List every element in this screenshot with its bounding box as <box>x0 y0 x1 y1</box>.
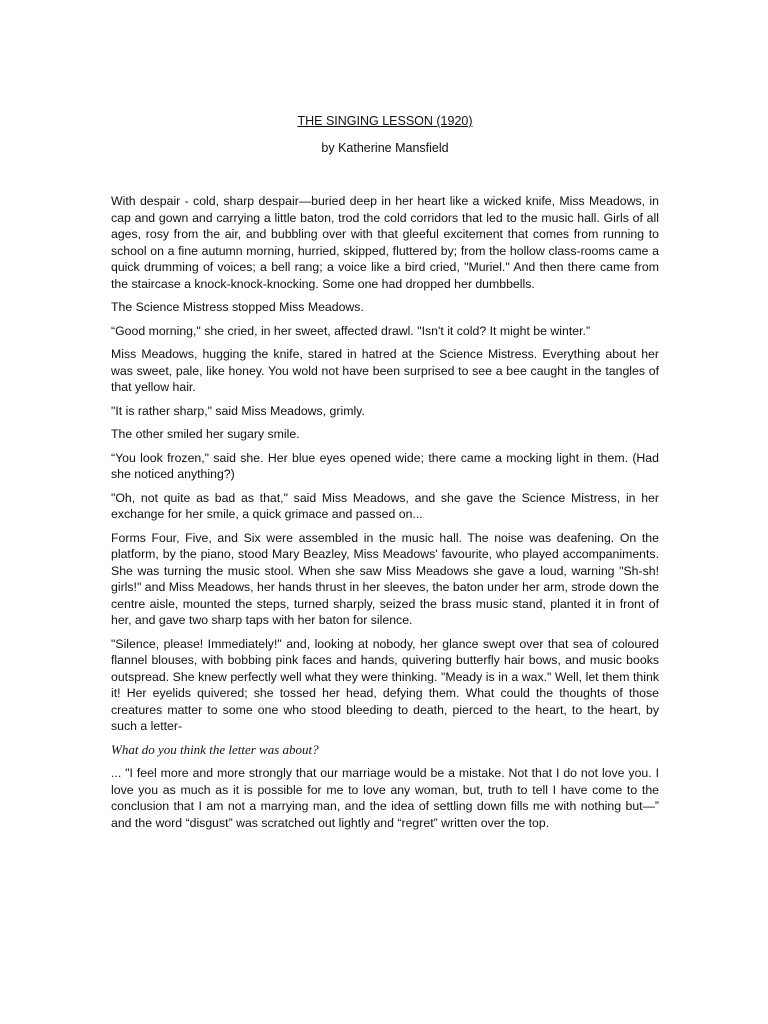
paragraph: Forms Four, Five, and Six were assembled in the music hall. The noise was deafening. On the platform, by the piano, stood Mary Beazley, Miss Meadows' favourite, who played accompaniments. She was turning the music stool. When she saw Miss Meadows she gave a loud, warning "Sh-sh! girls!" and Miss Meadows, her hands thrust in her sleeves, the baton under her arm, strode down the centre aisle, mounted the steps, turned sharply, seized the brass music stand, planted it in front of her, and gave two sharp taps with her baton for silence. <box>111 530 659 627</box>
discussion-question: What do you think the letter was about? <box>111 741 319 757</box>
paragraph: "Silence, please! Immediately!" and, looking at nobody, her glance swept over that sea of coloured flannel blouses, with bobbing pink faces and hands, quivering butterfly hair bows, and music books outspread. She knew perfectly well what they were thinking. "Meady is in a wax." Well, let them think it! Her eyelids quivered; she tossed her head, defying them. What could the thoughts of those creatures matter to some one who stood bleeding to death, pierced to the heart, to the heart, by such a letter- <box>111 636 659 733</box>
paragraph: "Oh, not quite as bad as that," said Miss Meadows, and she gave the Science Mistress, in her exchange for her smile, a quick grimace and passed on... <box>111 490 659 521</box>
paragraph: “You look frozen," said she. Her blue eyes opened wide; there came a mocking light in them. (Had she noticed anything?) <box>111 450 659 481</box>
paragraph: “Good morning," she cried, in her sweet, affected drawl. "Isn't it cold? It might be winter.” <box>111 323 591 338</box>
letter-excerpt: ... "I feel more and more strongly that our marriage would be a mistake. Not that I do not love you. I love you as much as it is possible for me to love any woman, but, truth to tell I have come to the conclusion that I am not a marrying man, and the idea of settling down fills me with nothing but—” and the word “disgust” was scratched out lightly and “regret” written over the top. <box>111 766 659 830</box>
document-author: by Katherine Mansfield <box>321 141 449 155</box>
document-title: THE SINGING LESSON (1920) <box>297 114 473 128</box>
paragraph: The other smiled her sugary smile. <box>111 427 300 441</box>
paragraph: The Science Mistress stopped Miss Meadows. <box>111 300 364 314</box>
paragraph: "It is rather sharp," said Miss Meadows, grimly. <box>111 403 365 418</box>
paragraph: With despair - cold, sharp despair—buried deep in her heart like a wicked knife, Miss Meadows, in cap and gown and carrying a little baton, trod the cold corridors that led to the music hall. Girls of all ages, rosy from the air, and bubbling over with that gleeful excitement that comes from running to school on a fine autumn morning, hurried, skipped, fluttered by; from the hollow class-rooms came a quick drumming of voices; a bell rang; a voice like a bird cried, "Muriel." And then there came from the staircase a knock-knock-knocking. Some one had dropped her dumbbells. <box>111 194 659 291</box>
paragraph: Miss Meadows, hugging the knife, stared in hatred at the Science Mistress. Everything about her was sweet, pale, like honey. You wold not have been surprised to see a bee caught in the tangles of that yellow hair. <box>111 347 659 394</box>
story-text <box>111 193 659 838</box>
document-page <box>111 0 659 1024</box>
